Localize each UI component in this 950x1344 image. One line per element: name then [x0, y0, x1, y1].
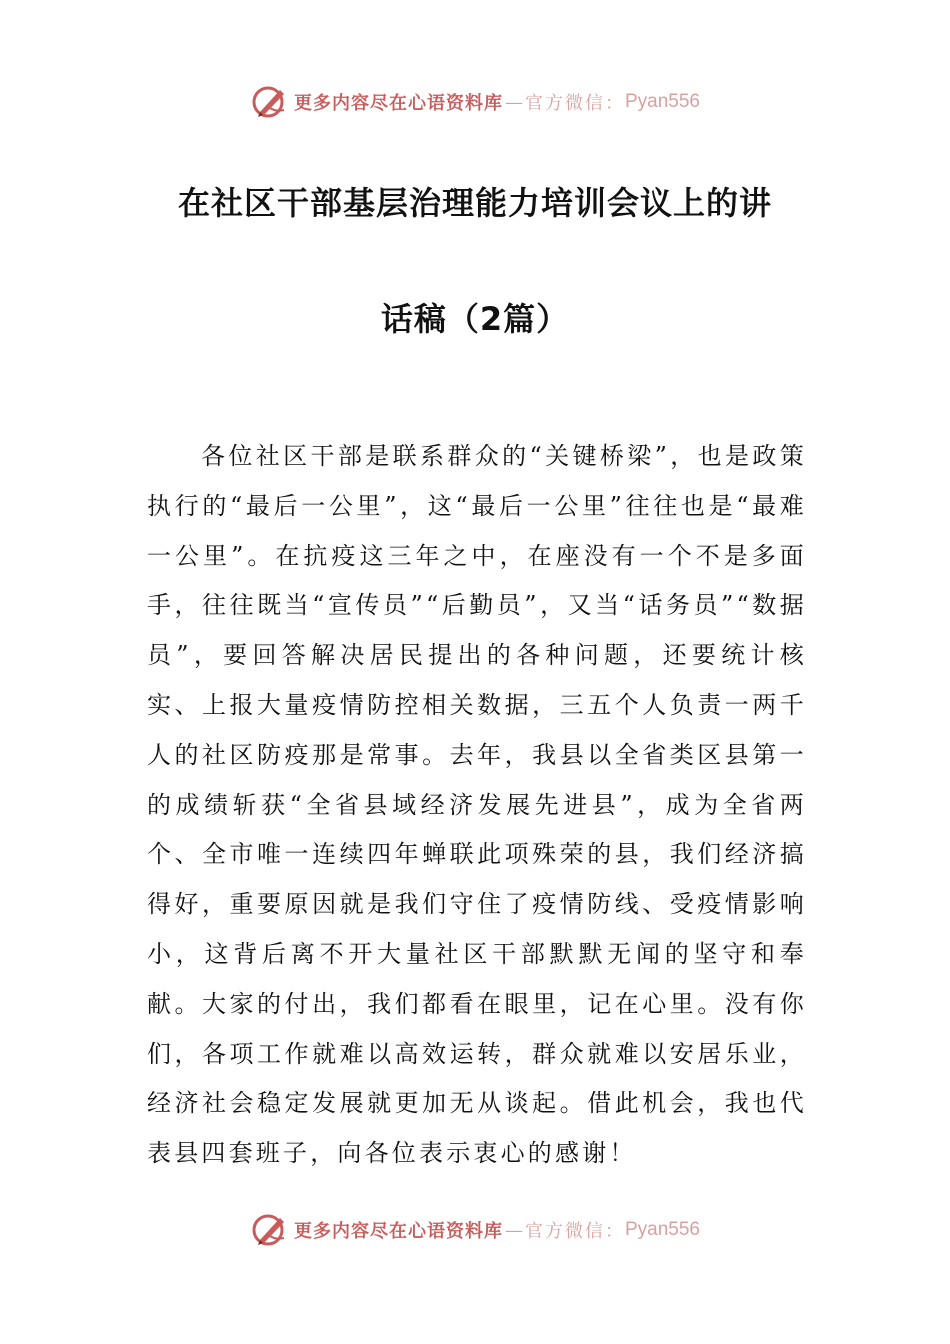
pen-circle-logo-icon — [250, 1210, 290, 1250]
banner-brand-text: 更多内容尽在心语资料库 — [293, 1221, 503, 1242]
header-watermark-banner — [0, 80, 950, 124]
banner-brand-text: 更多内容尽在心语资料库 — [293, 93, 503, 114]
banner-dash: — — [504, 1219, 523, 1241]
pen-circle-logo-icon — [250, 82, 290, 122]
banner-dash: — — [504, 91, 523, 113]
body-paragraph: 各位社区干部是联系群众的“关键桥梁”，也是政策执行的“最后一公里”，这“最后一公里”往往也是“最难一公里”。在抗疫这三年之中，在座没有一个不是多面手，往往既当“宣传员”“后勤员”，又当“话务员”“数据员”，要回答解决居民提出的各种问题，还要统计核实、上报大量疫情防控相关数据，三五个人负责一两千人的社区防疫那是常事。去年，我县以全省类区县第一的成绩斩获“全省县域经济发展先进县”，成为全省两个、全市唯一连续四年蝉联此项殊荣的县，我们经济搞得好，重要原因就是我们守住了疫情防线、受疫情影响小，这背后离不开大量社区干部默默无闻的坚守和奉献。大家的付出，我们都看在眼里，记在心里。没有你们，各项工作就难以高效运转，群众就难以安居乐业，经济社会稳定发展就更加无从谈起。借此机会，我也代表县四套班子，向各位表示衷心的感谢！ — [147, 442, 807, 1168]
banner-wechat-label: 官方微信： — [524, 1221, 625, 1242]
document-title-line-2: 话稿（2篇） — [380, 300, 570, 338]
document-title-line-1: 在社区干部基层治理能力培训会议上的讲 — [177, 184, 772, 222]
footer-watermark-banner — [0, 1208, 950, 1252]
banner-wechat-id: Pyan556 — [624, 1219, 700, 1240]
banner-wechat-id: Pyan556 — [624, 91, 700, 112]
banner-wechat-label: 官方微信： — [524, 93, 625, 114]
